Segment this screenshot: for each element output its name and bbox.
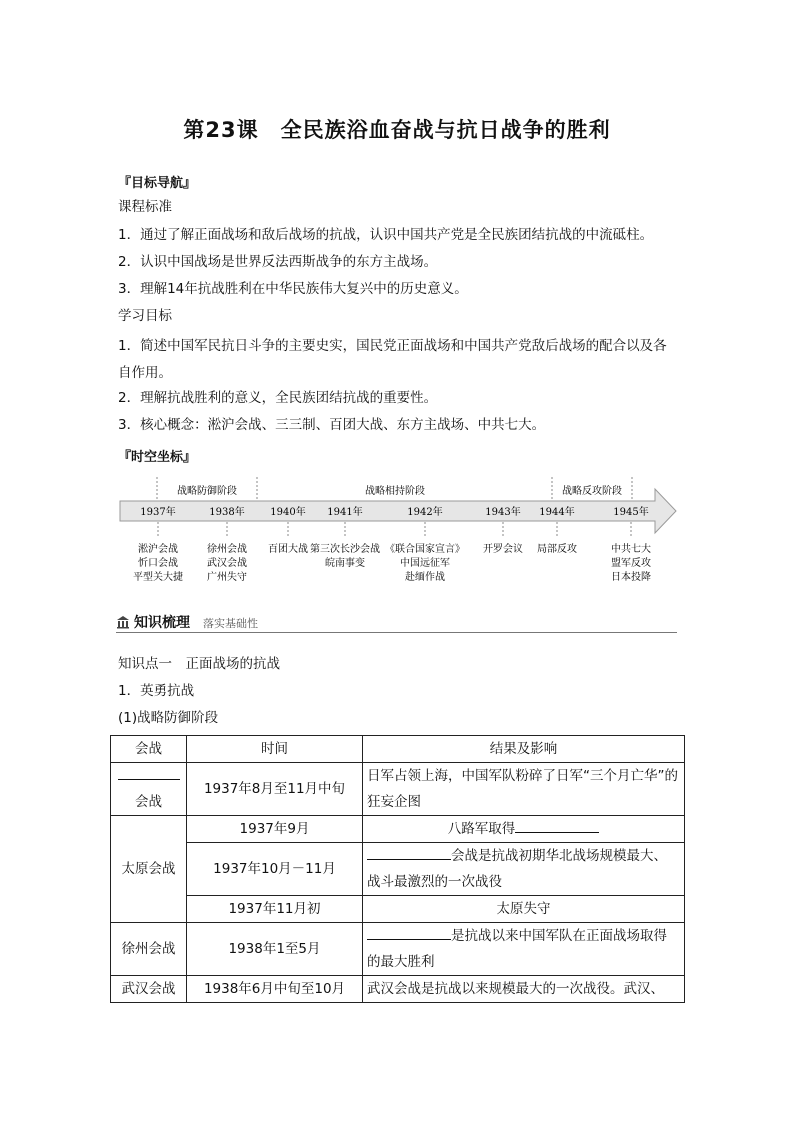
timeline-event: 平型关大捷 xyxy=(133,572,183,583)
timeline-event: 武汉会战 xyxy=(207,558,247,569)
goal-tag: 『目标导航』 xyxy=(118,176,197,191)
table-cell: 1937年9月 xyxy=(187,816,363,843)
learning-goal-item: 1．简述中国军民抗日斗争的主要史实，国民党正面战场和中国共产党敌后战场的配合以及各自作用。 xyxy=(118,338,667,381)
timeline-event: 忻口会战 xyxy=(138,558,178,569)
subheading: (1)战略防御阶段 xyxy=(118,710,219,726)
timeline-event: 徐州会战 xyxy=(207,544,247,555)
timeline-event: 赴缅作战 xyxy=(405,572,445,583)
timeline-year: 1937年 xyxy=(140,507,176,518)
stage-label: 战略反攻阶段 xyxy=(562,486,622,497)
timeline-year: 1944年 xyxy=(539,507,575,518)
course-standard-item: 1．通过了解正面战场和敌后战场的抗战，认识中国共产党是全民族团结抗战的中流砥柱。 xyxy=(118,227,654,243)
cell-text: 八路军取得 xyxy=(447,821,516,837)
battle-table xyxy=(110,735,685,1003)
table-cell: 1937年11月初 xyxy=(187,896,363,923)
timeline-event: 皖南事变 xyxy=(325,558,365,569)
timeline-event: 广州失守 xyxy=(207,572,247,583)
timeline-event: 开罗会议 xyxy=(483,544,523,555)
table-cell: 1938年6月中旬至10月 xyxy=(187,976,363,1003)
table-header: 时间 xyxy=(187,736,363,763)
table-cell xyxy=(363,923,685,976)
table-header: 会战 xyxy=(111,736,187,763)
cell-text: 会战 xyxy=(135,794,162,810)
section-header xyxy=(116,612,677,633)
learning-goals-heading: 学习目标 xyxy=(118,308,172,324)
timeline-event: 中国远征军 xyxy=(400,558,450,569)
timeline-year: 1941年 xyxy=(327,507,363,518)
table-row xyxy=(111,896,685,923)
table-cell: 日军占领上海，中国军队粉碎了日军“三个月亡华”的狂妄企图 xyxy=(363,763,685,816)
table-header-row xyxy=(111,736,685,763)
table-cell: 太原会战 xyxy=(111,816,187,923)
table-cell: 武汉会战是抗战以来规模最大的一次战役。武汉、 xyxy=(363,976,685,1003)
section-subtitle: 落实基础性 xyxy=(203,617,258,630)
learning-goal-item: 3．核心概念：淞沪会战、三三制、百团大战、东方主战场、中共七大。 xyxy=(118,417,546,433)
table-row xyxy=(111,816,685,843)
timeline-tag: 『时空坐标』 xyxy=(118,450,197,465)
stage-label: 战略相持阶段 xyxy=(365,486,425,497)
fill-blank[interactable] xyxy=(118,765,180,780)
timeline-year: 1942年 xyxy=(407,507,443,518)
timeline-year: 1943年 xyxy=(485,507,521,518)
timeline-year: 1940年 xyxy=(270,507,306,518)
subheading: 1．英勇抗战 xyxy=(118,683,195,699)
cell-text: 是抗战以来中国军队在正面战场取得的最大胜利 xyxy=(367,928,667,970)
page-title: 第23课 全民族浴血奋战与抗日战争的胜利 xyxy=(183,118,611,142)
building-icon xyxy=(116,615,130,629)
timeline-event: 淞沪会战 xyxy=(138,544,178,555)
timeline-event: 《联合国家宣言》 xyxy=(385,544,465,555)
timeline-event: 第三次长沙会战 xyxy=(310,544,380,555)
table-cell xyxy=(363,816,685,843)
table-cell: 武汉会战 xyxy=(111,976,187,1003)
table-row xyxy=(111,843,685,896)
learning-goal-item: 2．理解抗战胜利的意义，全民族团结抗战的重要性。 xyxy=(118,390,438,406)
timeline-event: 百团大战 xyxy=(268,544,308,555)
table-cell: 1937年8月至11月中旬 xyxy=(187,763,363,816)
fill-blank[interactable] xyxy=(515,818,599,833)
knowledge-point-title: 知识点一 正面战场的抗战 xyxy=(118,656,280,672)
timeline-event: 日本投降 xyxy=(611,572,651,583)
stage-label: 战略防御阶段 xyxy=(177,486,237,497)
timeline-year: 1938年 xyxy=(209,507,245,518)
timeline-event: 中共七大 xyxy=(611,544,651,555)
fill-blank[interactable] xyxy=(367,845,451,860)
course-standard-heading: 课程标准 xyxy=(118,199,172,215)
table-cell: 徐州会战 xyxy=(111,923,187,976)
table-row xyxy=(111,976,685,1003)
timeline-event: 局部反攻 xyxy=(537,544,577,555)
table-row xyxy=(111,923,685,976)
table-cell: 1937年10月－11月 xyxy=(187,843,363,896)
course-standard-item: 2．认识中国战场是世界反法西斯战争的东方主战场。 xyxy=(118,254,438,270)
timeline-year: 1945年 xyxy=(613,507,649,518)
table-cell xyxy=(111,763,187,816)
table-row xyxy=(111,763,685,816)
timeline-event: 盟军反攻 xyxy=(611,558,651,569)
course-standard-item: 3．理解14年抗战胜利在中华民族伟大复兴中的历史意义。 xyxy=(118,281,468,297)
cell-text: 会战是抗战初期华北战场规模最大、战斗最激烈的一次战役 xyxy=(367,848,667,890)
section-title: 知识梳理 xyxy=(134,615,190,631)
table-cell xyxy=(363,843,685,896)
table-cell: 太原失守 xyxy=(363,896,685,923)
fill-blank[interactable] xyxy=(367,925,451,940)
table-cell: 1938年1至5月 xyxy=(187,923,363,976)
table-header: 结果及影响 xyxy=(363,736,685,763)
